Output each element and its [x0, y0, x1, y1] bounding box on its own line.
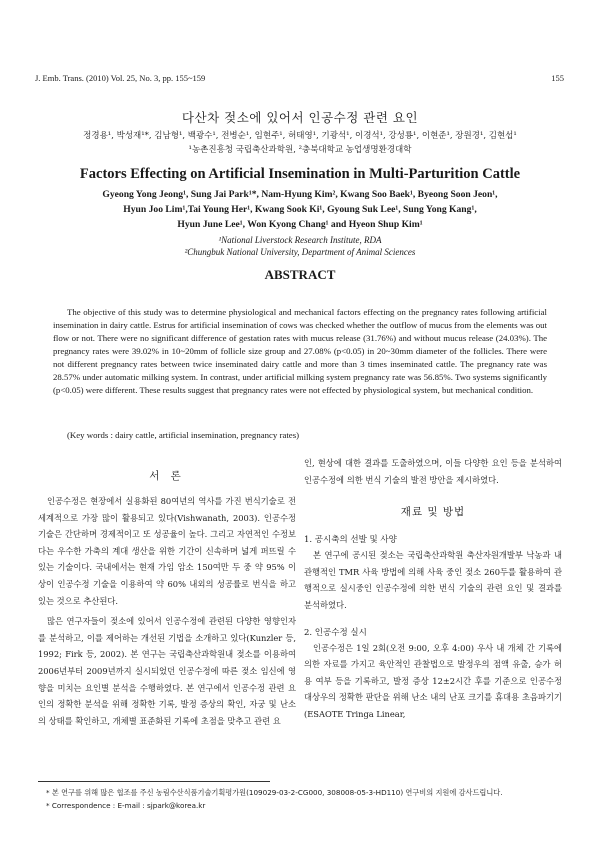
- keywords: (Key words : dairy cattle, artificial insemination, pregnancy rates): [67, 430, 300, 440]
- correspondence-footnote: * Correspondence : E-mail : sjpark@korea.kr: [46, 801, 206, 810]
- english-affiliation-1: ¹National Liverstock Research Institute, RDA: [218, 235, 382, 245]
- english-title: Factors Effecting on Artificial Insemination in Multi-Parturition Cattle: [79, 166, 521, 182]
- abstract-heading: ABSTRACT: [264, 267, 336, 282]
- english-authors: [50, 187, 550, 232]
- english-authors-line-1: Gyeong Yong Jeong¹, Sung Jai Park¹*, Nam-Hyung Kim², Kwang Soo Baek¹, Byeong Soon Jeon¹,: [102, 189, 498, 200]
- left-column: [38, 468, 296, 729]
- english-affiliation-2: ²Chungbuk National University, Department of Animal Sciences: [184, 247, 416, 257]
- korean-authors: 정경용¹, 박성재¹*, 김남형¹, 백광수¹, 전병순¹, 임현주¹, 허태영¹, 기광석¹, 이경석¹, 강성룡¹, 이현준¹, 장원경¹, 김현섭¹: [83, 131, 517, 141]
- korean-title: 다산차 젖소에 있어서 인공수정 관련 요인: [181, 110, 419, 125]
- footnotes: [46, 786, 503, 812]
- introduction-paragraph-2: 많은 연구자들이 젖소에 있어서 인공수정에 관련된 다양한 영향인자를 분석하고, 이를 제어하는 개선된 기법을 소개하고 있다(Kunzler 등, 1992; Firk 등, 2002). 본 연구는 국립축산과학원내 젖소를 이용하여 2006년부터 2009년까지 실시되었던 인공수정에 따른 젖소 임신에 영향을 미치는 요인별 분석을 수행하였다. 본 연구에서 인공수정 관련 요인의 정확한 분석을 위해 정확한 기록, 발정 증상의 확인, 자궁 및 난소의 상태를 확인하고, 개체별 표준화된 기록에 초점을 맞추고 관련 요: [38, 616, 296, 726]
- footnote-divider: [38, 781, 270, 782]
- methods-subheading-2: 2. 인공수정 실시: [304, 627, 367, 638]
- page-number: 155: [551, 73, 564, 83]
- methods-subheading-1: 1. 공시축의 선발 및 사양: [304, 535, 397, 546]
- abstract-text: The objective of this study was to determine physiological and mechanical factors effecting on the pregnancy rates following artificial insemination in dairy cattle. Estrus for artificial insemination of cows was checked whether the outflow of mucus from the elements was out flow or not. There were no significant difference of gestation rates with mucus release (31.76%) and without mucus release (24.03%). The pregnancy rates were 39.02% in 10~20mm of follicle size group and 27.08% (p<0.05) in 20~30mm diameter of the follicles. There were not different pregnancy rates between twice inseminated dairy cattle and more than 3 times inseminated cattle. The pregnancy rate was 28.57% under automatic milking system. In contrast, under artificial milking system pregnancy rate was 56.85%. Two systems significantly (p<0.05) were different. These results suggest that pregnancy rates were not effected by physiological system, but mechanical condition.: [53, 306, 547, 396]
- introduction-heading: 서 론: [149, 470, 185, 482]
- methods-paragraph-2: 인공수정은 1일 2회(오전 9:00, 오후 4:00) 우사 내 개체 간 기록에 의한 자료를 가지고 육안적인 관찰법으로 발정우의 점액 유출, 승가 허용 여부 등을 기록하고, 발정 증상 12±2시간 후를 기준으로 인공수정 대상우의 정확한 판단을 위해 난소 내의 난포 크기를 휴대용 초음파기기(ESAOTE Tringa Linear,: [304, 642, 562, 719]
- introduction-paragraph-1: 인공수정은 현장에서 실용화된 80여년의 역사를 가진 번식기술로 전 세계적으로 가장 많이 활용되고 있다(Vishwanath, 2003). 인공수정 기술은 간단하며 경제적이고 또 성공율이 높다. 그리고 자연적인 수정보다는 우수한 가축의 계대 생산을 위한 기간이 신속하며 넓게 퍼뜨릴 수 있는 기술이다. 국내에서는 현재 가임 암소 150여만 두 중 약 95% 이상이 인공수정 기술을 이용하여 약 60% 내외의 성공률로 번식을 하고 있는 것으로 추산된다.: [38, 496, 296, 606]
- funding-footnote: * 본 연구를 위해 많은 협조를 주신 농림수산식품기술기획평가원(109029-03-2-CG000, 308008-05-3-HD110) 연구비의 지원에 감사드립니다.: [46, 788, 503, 797]
- english-affiliation: [0, 234, 600, 258]
- methods-heading: 재료 및 방법: [400, 506, 466, 519]
- right-column: [304, 455, 562, 723]
- journal-citation: J. Emb. Trans. (2010) Vol. 25, No. 3, pp. 155~159: [35, 73, 206, 83]
- english-authors-line-2: Hyun Joo Lim¹,Tai Young Her¹, Kwang Sook Ki¹, Gyoung Suk Lee¹, Sung Yong Kang¹,: [123, 204, 477, 215]
- english-authors-line-3: Hyun June Lee¹, Won Kyong Chang¹ and Hyeon Shup Kim¹: [177, 219, 423, 230]
- introduction-continued: 인, 현상에 대한 결과를 도출하였으며, 이들 다양한 요인 등을 분석하여 인공수정에 의한 번식 기술의 발전 방안을 제시하였다.: [304, 458, 562, 485]
- korean-affiliation: ¹농촌진흥청 국립축산과학원, ²충북대학교 농업생명환경대학: [188, 145, 412, 155]
- methods-paragraph-1: 본 연구에 공시된 젖소는 국립축산과학원 축산자원개발부 낙농과 내 관행적인 TMR 사육 방법에 의해 사육 중인 젖소 260두를 활용하여 관행적으로 실시중인 인공수정에 의한 번식 기술의 관련 요인 및 결과를 분석하였다.: [304, 550, 562, 610]
